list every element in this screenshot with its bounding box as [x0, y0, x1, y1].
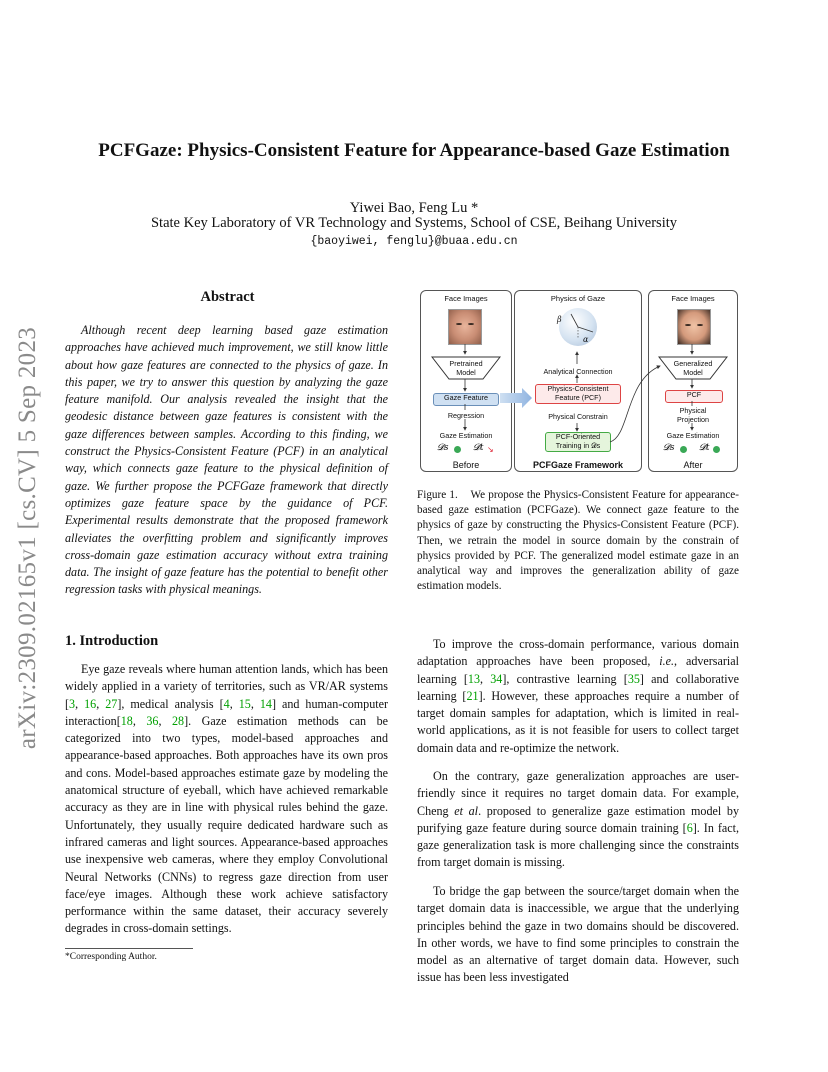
figure-caption — [417, 488, 739, 594]
intro-paragraph-2 — [417, 636, 739, 757]
text-run: ] and collaborative learning [ — [417, 671, 739, 703]
figure-1 — [420, 286, 738, 472]
target-domain-symbol-after: 𝓓t — [699, 443, 710, 453]
citation-link[interactable]: 18 — [120, 713, 133, 728]
text-run: . proposed to generalize gaze estimation model by purifying gaze feature during source domain training [ — [417, 803, 740, 835]
text-run: ]. However, these approaches require a number of target domain samples for adaptation, which is limited in real-world applications, as it is not feasible for users to collect target domain data and re-optimize the network. — [417, 688, 739, 755]
gaze-feature-box: Gaze Feature — [433, 393, 499, 406]
citation-link[interactable]: 4 — [223, 696, 230, 711]
trend-down-icon: ↘ — [487, 445, 494, 454]
citation-link[interactable]: 14 — [259, 696, 272, 711]
citation-link[interactable]: 36 — [146, 713, 159, 728]
citation-link[interactable]: 21 — [466, 688, 479, 703]
citation-link[interactable]: 13 — [467, 671, 480, 686]
text-run: , adversarial learning [ — [417, 654, 739, 686]
citation-link[interactable]: 15 — [238, 696, 251, 711]
alpha-symbol: α — [583, 335, 589, 344]
text-run: i.e. — [659, 654, 675, 669]
text-run: et al — [454, 803, 479, 818]
pcf-box-after: PCF — [665, 390, 723, 403]
source-domain-symbol: 𝓓s — [437, 443, 449, 453]
panel-before-title: Face Images — [444, 294, 488, 303]
beta-symbol: β — [557, 315, 562, 324]
physical-projection-label: Physical Projection — [677, 406, 709, 424]
panel-before-footer: Before — [452, 460, 480, 470]
section-heading-introduction: 1. Introduction — [65, 633, 159, 649]
pretrained-model-label: Pretrained Model — [449, 359, 483, 377]
text-run: ], contrastive learning [ — [502, 671, 628, 686]
citation-link[interactable]: 16 — [84, 696, 97, 711]
text-run: , — [229, 696, 239, 711]
text-run: , — [250, 696, 260, 711]
text-run: To improve the cross-domain performance, various domain adaptation approaches have been proposed, — [417, 637, 739, 669]
generalized-model-label: Generalized Model — [673, 359, 713, 377]
text-run: , — [132, 713, 147, 728]
pcf-box: Physics-Consistent Feature (PCF) — [535, 384, 621, 404]
physical-constrain-label: Physical Constrain — [548, 412, 608, 421]
author-list: Yiwei Bao, Feng Lu * — [349, 200, 479, 216]
abstract-heading: Abstract — [200, 289, 255, 305]
panel-after-footer: After — [683, 460, 703, 470]
arxiv-watermark: arXiv:2309.02165v1 [cs.CV] 5 Sep 2023 — [14, 326, 41, 750]
panel-after-title: Face Images — [671, 294, 715, 303]
citation-link[interactable]: 6 — [686, 820, 693, 835]
author-email: {baoyiwei, fenglu}@buaa.edu.cn — [310, 235, 518, 248]
text-run: ]. Gaze estimation methods can be categorized into two types, model-based approaches and appearance-based approaches. Both approaches have its own pros and cons. Model-based approaches estimate gaze by modeling the anatomical structure of eyeball, which have achieved remarkable accuracy as they are in line with physical rules behind the gaze. Unfortunately, they usually require dedicated hardware such as infrared cameras and light sources. Appearance-based approaches use inexpensive web cameras, where they employ Convolutional Neural Networks (CNNs) to regress gaze direction from user face/eye images. Although these work achieve satisfactory performance within the same dataset, their accuracy severely degrades in cross-domain settings. — [65, 713, 389, 936]
footnote-rule — [65, 948, 193, 949]
citation-link[interactable]: 34 — [490, 671, 503, 686]
source-domain-symbol-after: 𝓓s — [663, 443, 675, 453]
text-run: , — [479, 671, 491, 686]
intro-paragraph-4: To bridge the gap between the source/target domain when the target domain data is inaccessible, we argue that the underlying principles behind the gaze in two domains should be discovered. In other words, we have to find some principles to constrain the model as an alternative of target domain data. However, such issue has been less investigated — [417, 884, 739, 985]
text-run: On the contrary, gaze generalization approaches are user-friendly since it requires no target domain data. For example, Cheng — [417, 769, 739, 818]
panel-framework-title: Physics of Gaze — [550, 294, 606, 303]
text-run: , — [75, 696, 85, 711]
gaze-estimation-label-after: Gaze Estimation — [666, 431, 720, 440]
citation-link[interactable]: 35 — [627, 671, 640, 686]
text-run: ], medical analysis [ — [117, 696, 224, 711]
footnote: *Corresponding Author. — [65, 952, 157, 962]
citation-link[interactable]: 27 — [105, 696, 118, 711]
text-run: ]. In fact, gaze generalization task is more challenging since the constraints from target domain is missing. — [417, 820, 739, 870]
gaze-estimation-label-before: Gaze Estimation — [439, 431, 493, 440]
caption-text: We propose the Physics-Consistent Feature for appearance-based gaze estimation (PCFGaze). We connect gaze feature to the physics of gaze by constructing the Physics-Consistent Feature (PCF). Then, we retrain the model in source domain by the constrain of physics provided by PCF. The generalized model estimate gaze in an analytical way and improves the generalization ability of gaze estimation models. — [417, 489, 739, 593]
regression-label: Regression — [447, 411, 485, 420]
target-domain-symbol: 𝓓t — [473, 443, 484, 453]
analytical-connection-label: Analytical Connection — [543, 367, 613, 376]
panel-framework-footer: PCFGaze Framework — [532, 460, 624, 470]
intro-paragraph-1 — [65, 661, 388, 938]
text-run: ] and human-computer interaction[ — [65, 696, 389, 728]
intro-paragraph-3 — [417, 768, 739, 872]
figure-arrows — [420, 286, 738, 472]
caption-label: Figure 1. — [417, 489, 458, 501]
citation-link[interactable]: 28 — [172, 713, 185, 728]
citation-link[interactable]: 3 — [69, 696, 76, 711]
arrow-right-icon — [500, 388, 532, 408]
pcf-training-box: PCF-Oriented Training in 𝓓s — [545, 432, 611, 452]
text-run: Eye gaze reveals where human attention lands, which has been widely applied in a variety of territories, such as VR/AR systems [ — [65, 662, 388, 711]
text-run: , — [96, 696, 106, 711]
abstract-text: Although recent deep learning based gaze estimation approaches have achieved much improvement, we still know little about how gaze features are connected to the physics of gaze. In this paper, we try to answer this question by analyzing the gaze feature manifold. Our analysis revealed the insight that the geodesic distance between gaze features is consistent with the gaze differences between samples. According to this finding, we construct the Physics-Consistent Feature (PCF) in an analytical way, which connects gaze feature to the physical definition of gaze. We further propose the PCFGaze framework that directly optimizes gaze feature space by the guidance of PCF. Experimental results demonstrate that the proposed framework alleviates the overfitting problem and significantly improves cross-domain gaze estimation accuracy without extra training data. The insight of gaze feature has the potential to benefit other regression tasks with physical meanings. — [65, 323, 388, 597]
affiliation: State Key Laboratory of VR Technology and Systems, School of CSE, Beihang University — [150, 215, 678, 231]
text-run: , — [158, 713, 172, 728]
paper-title: PCFGaze: Physics-Consistent Feature for Appearance-based Gaze Estimation — [98, 140, 730, 161]
